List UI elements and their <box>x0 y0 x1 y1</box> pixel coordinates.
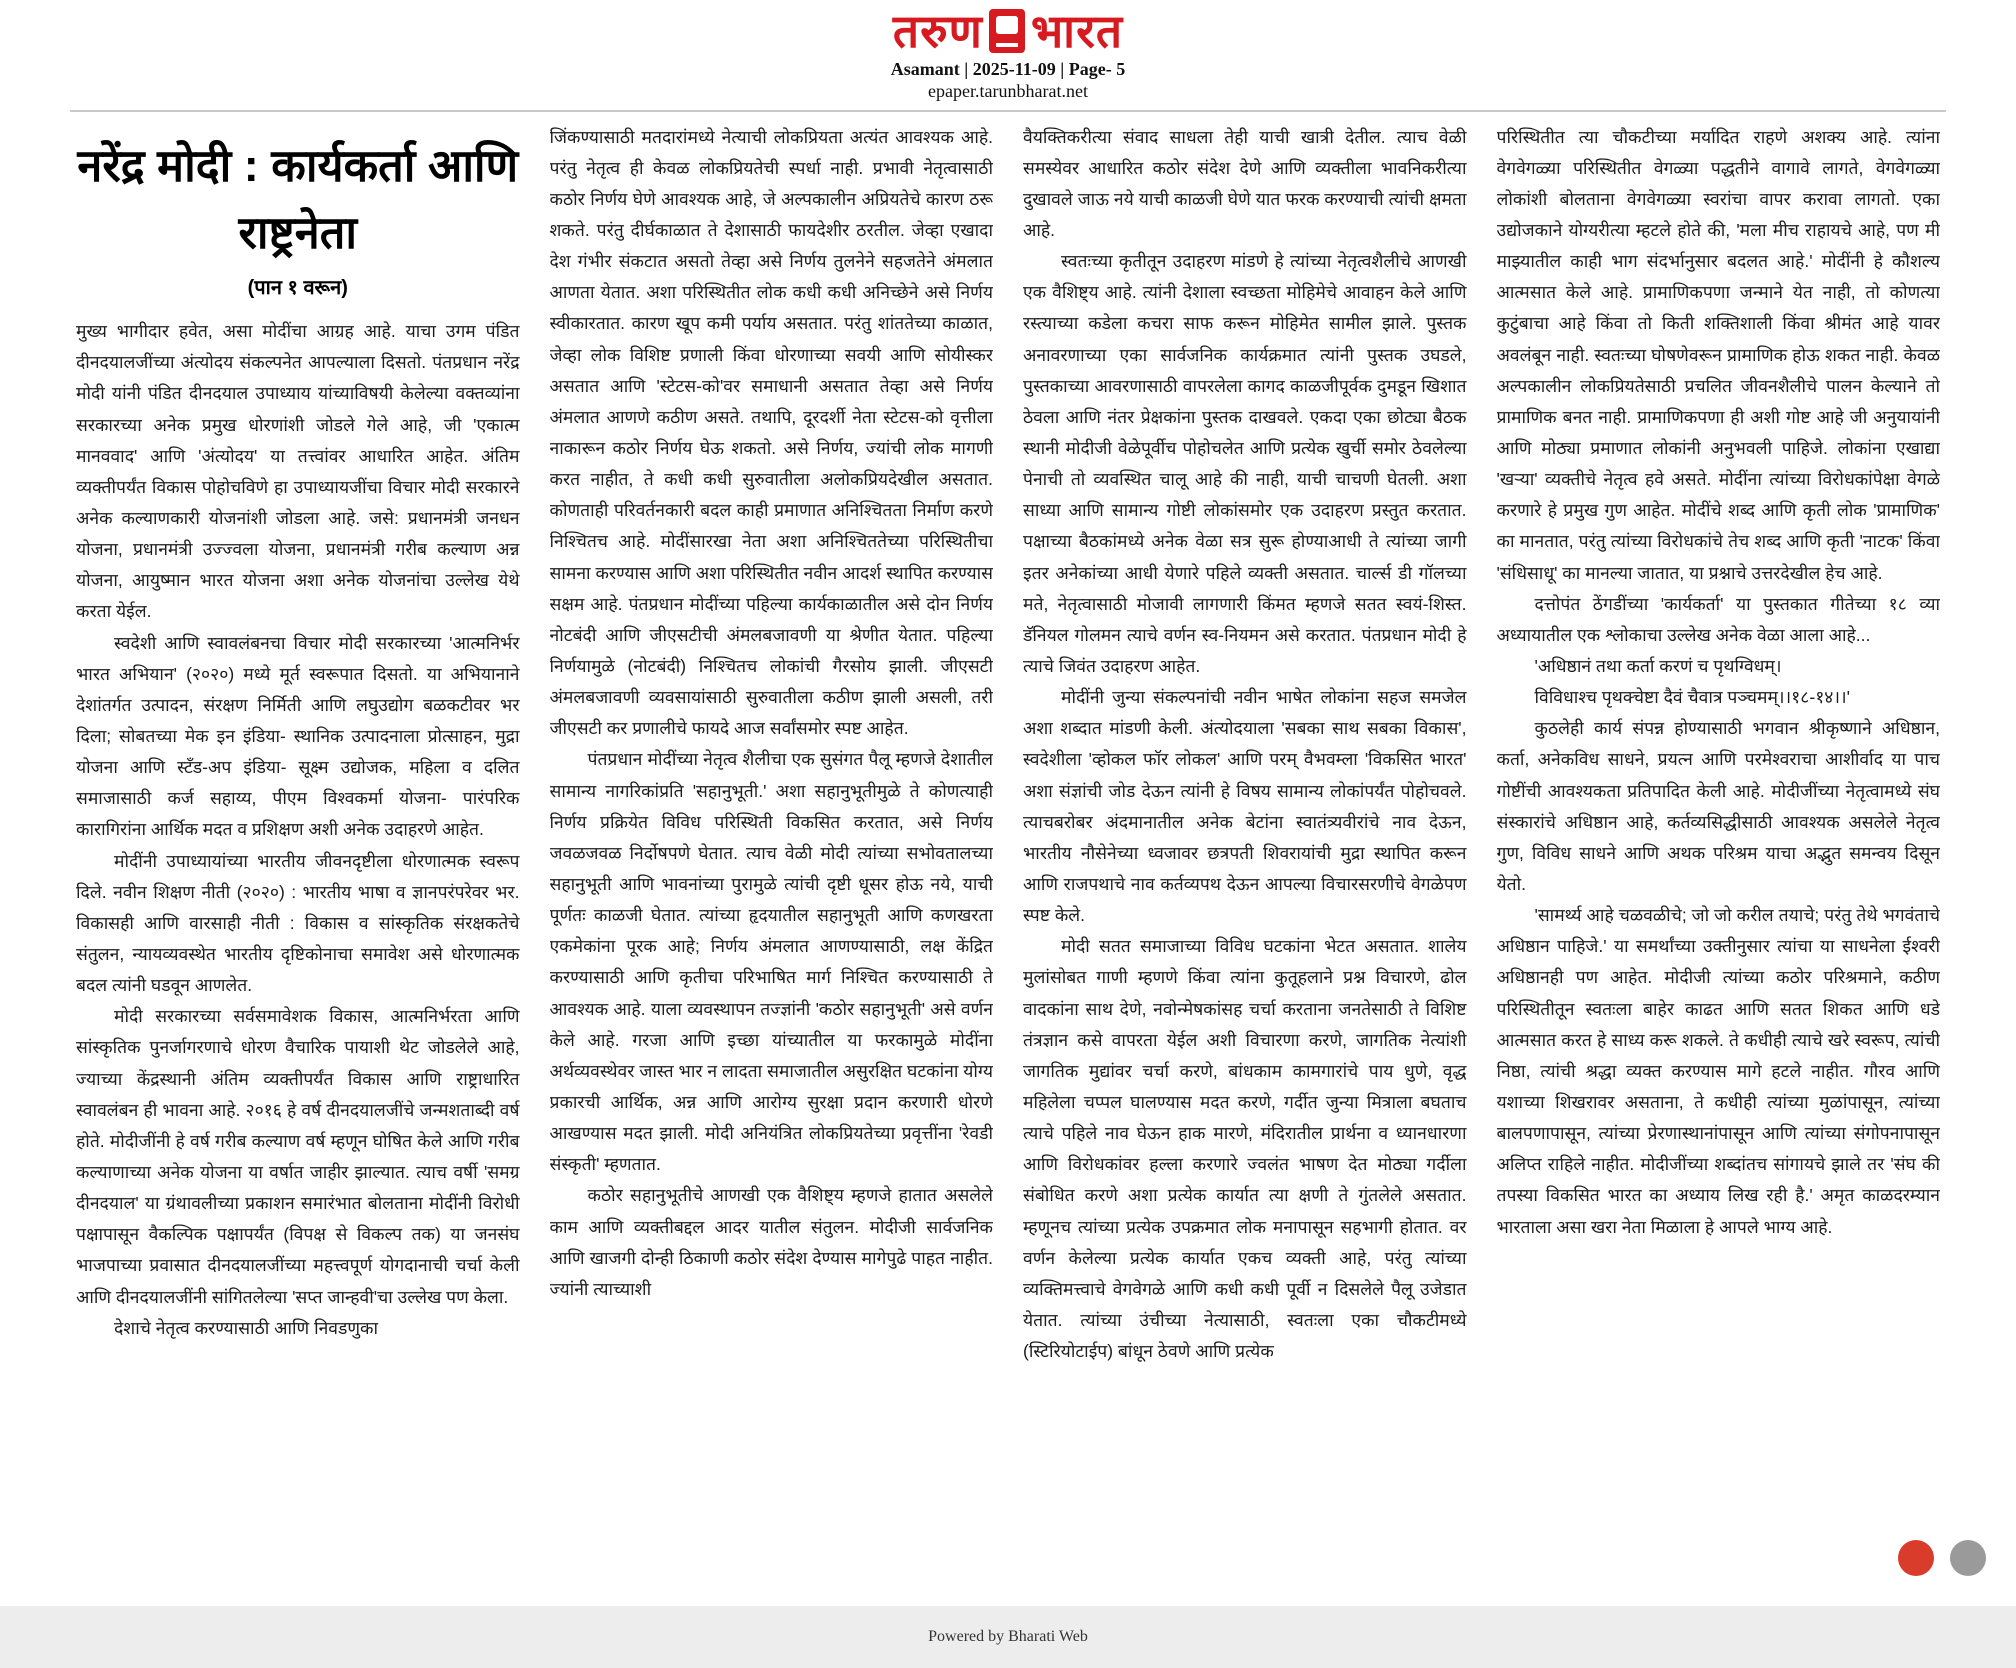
edition-date-page: Asamant | 2025-11-09 | Page- 5 <box>890 58 1126 79</box>
paragraph: मोदी सरकारच्या सर्वसमावेशक विकास, आत्मनिर्भरता आणि सांस्कृतिक पुनर्जागरणाचे धोरण वैचारिक पायाशी थेट जोडलेले आहे, ज्याच्या केंद्रस्थानी अंतिम व्यक्तीपर्यंत विकास आणि राष्ट्राधारित स्वावलंबन ही भावना आहे. २०१६ हे वर्ष दीनदयालजींचे जन्मशताब्दी वर्ष होते. मोदीजींनी हे वर्ष गरीब कल्याण वर्ष म्हणून घोषित केले आणि गरीब कल्याणाच्या अनेक योजना या वर्षात जाहीर झाल्यात. त्याच वर्षी 'समग्र दीनदयाल' या ग्रंथावलीच्या प्रकाशन समारंभात बोलताना मोदींनी विरोधी पक्षापासून वैकल्पिक पक्षापर्यंत (विपक्ष से विकल्प तक) या जनसंघ भाजपाच्या प्रवासात दीनदयालजींच्या महत्त्वपूर्ण योगदानाची चर्चा केली आणि दीनदयालजींनी सांगितलेल्या 'सप्त जान्हवी'चा उल्लेख पण केला. <box>76 1006 520 1307</box>
paragraph: कुठलेही कार्य संपन्न होण्यासाठी भगवान श्रीकृष्णाने अधिष्ठान, कर्ता, अनेकविध साधने, प्रयत्न आणि परमेश्वराचा आशीर्वाद या पाच गोष्टींची आवश्यकता प्रतिपादित केली आहे. मोदीजींच्या नेतृत्वामध्ये संघ संस्कारांचे अधिष्ठान आहे, कर्तव्यसिद्धीसाठी आवश्यक असलेले नेतृत्व गुण, विविध साधने आणि अथक परिश्रम याचा अद्भुत समन्वय दिसून येतो. <box>1496 718 1940 894</box>
article-headline: नरेंद्र मोदी : कार्यकर्ता आणि राष्ट्रनेता <box>77 139 519 259</box>
epaper-url: epaper.tarunbharat.net <box>928 80 1088 101</box>
paragraph: 'अधिष्ठानं तथा कर्ता करणं च पृथग्विधम्। <box>1534 655 1782 676</box>
paragraph: मोदींनी उपाध्यायांच्या भारतीय जीवनदृष्टीला धोरणात्मक स्वरूप दिले. नवीन शिक्षण नीती (२०२०) : भारतीय भाषा व ज्ञानपरंपरेवर भर. विकासही आणि वारसाही नीती : विकास व सांस्कृतिक संरक्षकतेचे संतुलन, न्यायव्यवस्थेत भारतीय दृष्टिकोनाचा समावेश असे धोरणात्मक बदल त्यांनी घडवून आणलेत. <box>76 850 520 996</box>
paragraph: कठोर सहानुभूतीचे आणखी एक वैशिष्ट्य म्हणजे हातात असलेले काम आणि व्यक्तीबद्दल आदर यातील संतुलन. मोदीजी सार्वजनिक आणि खाजगी दोन्ही ठिकाणी कठोर संदेश देण्यास मागेपुढे पाहत नाहीत. ज्यांनी त्याच्याशी <box>549 1185 993 1299</box>
footer-credit: Powered by Bharati Web <box>928 1628 1088 1645</box>
column-2 <box>550 122 994 1592</box>
paragraph: देशाचे नेतृत्व करण्यासाठी आणि निवडणुका <box>114 1317 379 1338</box>
continuation-note: (पान १ वरून) <box>247 276 348 299</box>
page-nav-dots <box>1898 1540 1986 1576</box>
newspaper-logo <box>0 6 2016 57</box>
column-2-text <box>550 122 994 1305</box>
column-4 <box>1497 122 1941 1592</box>
masthead <box>0 0 2016 102</box>
masthead-emblem-icon <box>989 9 1025 53</box>
paragraph: स्वदेशी आणि स्वावलंबनचा विचार मोदी सरकारच्या 'आत्मनिर्भर भारत अभियान' (२०२०) मध्ये मूर्त स्वरूपात दिसतो. या अभियानाने देशांतर्गत उत्पादन, संरक्षण निर्मिती आणि लघुउद्योग बळकटीवर भर दिला; सोबतच्या मेक इन इंडिया- स्थानिक उत्पादनाला प्रोत्साहन, मुद्रा योजना आणि स्टँड-अप इंडिया- सूक्ष्म उद्योजक, महिला व दलित समाजासाठी कर्ज सहाय्य, पीएम विश्वकर्मा योजना- पारंपरिक कारागिरांना आर्थिक मदत व प्रशिक्षण अशी अनेक उदाहरणे आहेत. <box>76 632 520 840</box>
column-4-text <box>1497 122 1941 1243</box>
page-dot-active[interactable] <box>1898 1540 1934 1576</box>
paragraph: विविधाश्च पृथक्चेष्टा दैवं चैवात्र पञ्चमम्।।१८-१४।।' <box>1534 687 1851 708</box>
paragraph: मोदी सतत समाजाच्या विविध घटकांना भेटत असतात. शालेय मुलांसोबत गाणी म्हणणे किंवा त्यांना कुतूहलाने प्रश्न विचारणे, ढोल वादकांना साथ देणे, नवोन्मेषकांसह चर्चा करताना जनतेसाठी ते विशिष्ट तंत्रज्ञान कसे वापरता येईल अशी विचारणा करणे, जागतिक नेत्यांशी जागतिक मुद्यांवर चर्चा करणे, बांधकाम कामगारांचे पाय धुणे, वृद्ध महिलेला चप्पल घालण्यास मदत करणे, गर्दीत जुन्या मित्राला बघताच त्याचे पहिले नाव घेऊन हाक मारणे, मंदिरातील प्रार्थना व ध्यानधारणा आणि विरोधकांवर हल्ला करणारे ज्वलंत भाषण देत मोठ्या गर्दीला संबोधित करणे अशा प्रत्येक कार्यात त्या क्षणी ते गुंतलेले असतात. म्हणूनच त्यांच्या प्रत्येक उपक्रमात लोक मनापासून सहभागी होतात. वर वर्णन केलेल्या प्रत्येक कार्यात एकच व्यक्ती आहे, परंतु त्यांच्या व्यक्तिमत्त्वाचे वेगवेगळे आणि कधी कधी पूर्वी न दिसलेले पैलू उजेडात येतात. त्यांच्या उंचीच्या नेत्यासाठी, स्वतःला एका चौकटीमध्ये (स्टिरियोटाईप) बांधून ठेवणे आणि प्रत्येक <box>1023 936 1467 1362</box>
paragraph: दत्तोपंत ठेंगडींच्या 'कार्यकर्ता' या पुस्तकात गीतेच्या १८ व्या अध्यायातील एक श्लोकाचा उल्लेख अनेक वेळा आला आहे... <box>1496 593 1940 645</box>
logo-word-right: भारत <box>1030 5 1124 57</box>
paragraph: 'सामर्थ्य आहे चळवळीचे; जो जो करील तयाचे; परंतु तेथे भगवंताचे अधिष्ठान पाहिजे.' या समर्थांच्या उक्तीनुसार त्यांचा या साधनेला ईश्वरी अधिष्ठानही पण आहेत. मोदीजी त्यांच्या कठोर परिश्रमाने, कठीण परिस्थितीतून स्वतःला बाहेर काढत आणि सतत शिकत आणि धडे आत्मसात करत हे साध्य करू शकले. ते कधीही त्याचे खरे स्वरूप, त्यांची निष्ठा, त्यांची श्रद्धा व्यक्त करण्यास मागे हटले नाहीत. गौरव आणि यशाच्या शिखरावर असताना, ते कधीही त्यांच्या मुळांपासून, त्यांच्या बालपणापासून, त्यांच्या प्रेरणास्थानांपासून आणि त्यांच्या संगोपनापासून अलिप्त राहिले नाहीत. मोदीजींच्या शब्दांतच सांगायचे झाले तर 'संघ की तपस्या विकसित भारत का अध्याय लिख रही है.' अमृत काळदरम्यान भारताला असा खरा नेता मिळाला हे आपले भाग्य आहे. <box>1496 905 1940 1237</box>
logo-word-left: तरुण <box>892 5 983 57</box>
column-1-text <box>76 316 520 1344</box>
column-3 <box>1023 122 1467 1592</box>
paragraph: मुख्य भागीदार हवेत, असा मोदींचा आग्रह आहे. याचा उगम पंडित दीनदयालजींच्या अंत्योदय संकल्पनेत आपल्याला दिसतो. पंतप्रधान नरेंद्र मोदी यांनी पंडित दीनदयाल उपाध्याय यांच्याविषयी केलेल्या वक्तव्यांना सरकारच्या अनेक प्रमुख धोरणांशी जोडले गेले आहे, जी 'एकात्म मानववाद' आणि 'अंत्योदय' या तत्त्वांवर आधारित आहेत. अंतिम व्यक्तीपर्यंत विकास पोहोचविणे हा उपाध्यायजींचा विचार मोदी सरकारने अनेक कल्याणकारी योजनांशी जोडला आहे. जसे: प्रधानमंत्री जनधन योजना, प्रधानमंत्री उज्ज्वला योजना, प्रधानमंत्री गरीब कल्याण अन्न योजना, आयुष्मान भारत योजना अशा अनेक योजनांचा उल्लेख येथे करता येईल. <box>76 321 520 622</box>
column-1 <box>76 122 520 1592</box>
paragraph: स्वतःच्या कृतीतून उदाहरण मांडणे हे त्यांच्या नेतृत्वशैलीचे आणखी एक वैशिष्ट्य आहे. त्यांनी देशाला स्वच्छता मोहिमेचे आवाहन केले आणि रस्त्याच्या कडेला कचरा साफ करून मोहिमेत सामील झाले. पुस्तक अनावरणाच्या एका सार्वजनिक कार्यक्रमात त्यांनी पुस्तक उघडले, पुस्तकाच्या आवरणासाठी वापरलेला कागद काळजीपूर्वक दुमडून खिशात ठेवला आणि नंतर प्रेक्षकांना पुस्तक दाखवले. एकदा एका छोट्या बैठक स्थानी मोदीजी वेळेपूर्वीच पोहोचलेत आणि प्रत्येक खुर्ची समोर ठेवलेल्या पेनाची तो व्यवस्थित चालू आहे की नाही, याची चाचणी घेतली. अशा साध्या आणि सामान्य गोष्टी लोकांसमोर एक उदाहरण प्रस्तुत करतात. पक्षाच्या बैठकांमध्ये अनेक वेळा सत्र सुरू होण्याआधी ते त्यांच्या जागी इतर अनेकांच्या आधी येणारे पहिले व्यक्ती असतात. चार्ल्स डी गॉलच्या मते, नेतृत्वासाठी मोजावी लागणारी किंमत म्हणजे सतत स्वयं-शिस्त. डॅनियल गोलमन त्याचे वर्णन स्व-नियमन असे करतात. पंतप्रधान मोदी हे त्याचे जिवंत उदाहरण आहेत. <box>1023 251 1467 676</box>
paragraph: परिस्थितीत त्या चौकटीच्या मर्यादित राहणे अशक्य आहे. त्यांना वेगवेगळ्या परिस्थितीत वेगळ्या पद्धतीने वागावे लागते, वेगवेगळ्या लोकांशी बोलताना वेगवेगळ्या स्वरांचा वापर करावा लागतो. एका उद्योजकाने योग्यरीत्या म्हटले होते की, 'मला मीच राहायचे आहे, पण मी माझ्यातील काही भाग संदर्भानुसार बदलत आहे.' मोदींनी हे कौशल्य आत्मसात केले आहे. प्रामाणिकपणा जन्माने येत नाही, तो कोणत्या कुटुंबाचा आहे किंवा तो किती शक्तिशाली किंवा श्रीमंत आहे यावर अवलंबून नाही. स्वतःच्या घोषणेवरून प्रामाणिक होऊ शकत नाही. केवळ अल्पकालीन लोकप्रियतेसाठी प्रचलित जीवनशैलीचे पालन केल्याने तो प्रामाणिक बनत नाही. प्रामाणिकपणा ही अशी गोष्ट आहे जी अनुयायांनी आणि मोठ्या प्रमाणात लोकांनी अनुभवली पाहिजे. लोकांना एखाद्या 'खऱ्या' व्यक्तीचे नेतृत्व हवे असते. मोदींना त्यांच्या विरोधकांपेक्षा वेगळे करणारे हे प्रमुख गुण आहेत. मोदींचे शब्द आणि कृती लोक 'प्रामाणिक' का मानतात, परंतु त्यांच्या विरोधकांचे तेच शब्द आणि कृती 'नाटक' किंवा 'संधिसाधू' का मानल्या जातात, या प्रश्नाचे उत्तरदेखील हेच आहे. <box>1496 126 1940 583</box>
footer <box>0 1606 2016 1668</box>
paragraph: वैयक्तिकरीत्या संवाद साधला तेही याची खात्री देतील. त्याच वेळी समस्येवर आधारित कठोर संदेश देणे आणि व्यक्तीला भावनिकरीत्या दुखावले जाऊ नये याची काळजी घेणे यात फरक करण्याची त्यांची क्षमता आहे. <box>1023 126 1467 241</box>
paragraph: जिंकण्यासाठी मतदारांमध्ये नेत्याची लोकप्रियता अत्यंत आवश्यक आहे. परंतु नेतृत्व ही केवळ लोकप्रियतेची स्पर्धा नाही. प्रभावी नेतृत्वासाठी कठोर निर्णय घेणे आवश्यक आहे, जे अल्पकालीन अप्रियतेचे कारण ठरू शकते. परंतु दीर्घकाळात ते देशासाठी फायदेशीर ठरतील. जेव्हा एखादा देश गंभीर संकटात असतो तेव्हा असे निर्णय तुलनेने सहजतेने अंमलात आणता येतात. अशा परिस्थितीत लोक कधी कधी अनिच्छेने असे निर्णय स्वीकारतात. कारण खूप कमी पर्याय असतात. परंतु शांततेच्या काळात, जेव्हा लोक विशिष्ट प्रणाली किंवा धोरणाच्या सवयी आणि सोयीस्कर असतात आणि 'स्टेटस-को'वर समाधानी असतात तेव्हा असे निर्णय अंमलात आणणे कठीण असते. तथापि, दूरदर्शी नेता स्टेटस-को वृत्तीला नाकारून कठोर निर्णय घेऊ शकतो. असे निर्णय, ज्यांची लोक मागणी करत नाहीत, ते कधी कधी सुरुवातीला अलोकप्रियदेखील असतात. कोणताही परिवर्तनकारी बदल काही प्रमाणात अनिश्चितता निर्माण करणे निश्चितच आहे. मोदींसारखा नेता अशा अनिश्चिततेच्या परिस्थितीचा सामना करण्यास आणि अशा परिस्थितीत नवीन आदर्श स्थापित करण्यास सक्षम आहे. पंतप्रधान मोदींच्या पहिल्या कार्यकाळातील असे दोन निर्णय नोटबंदी आणि जीएसटीची अंमलबजावणी या श्रेणीत येतात. पहिल्या निर्णयामुळे (नोटबंदी) निश्चितच लोकांची गैरसोय झाली. जीएसटी अंमलबजावणी व्यवसायांसाठी सुरुवातीला कठीण झाली असली, तरी जीएसटी कर प्रणालीचे फायदे आज सर्वांसमोर स्पष्ट आहेत. <box>549 126 993 739</box>
paragraph: पंतप्रधान मोदींच्या नेतृत्व शैलीचा एक सुसंगत पैलू म्हणजे देशातील सामान्य नागरिकांप्रति 'सहानुभूती.' अशा सहानुभूतीमुळे ते कोणत्याही निर्णय प्रक्रियेत विविध परिस्थिती विकसित करतात, असे निर्णय जवळजवळ निर्दोषपणे घेतात. त्याच वेळी मोदी त्यांच्या सभोवतालच्या सहानुभूती आणि भावनांच्या पुरामुळे त्यांची दृष्टी धूसर होऊ नये, याची पूर्णतः काळजी घेतात. त्यांच्या हृदयातील सहानुभूती आणि कणखरता एकमेकांना पूरक आहे; निर्णय अंमलात आणण्यासाठी, लक्ष केंद्रित करण्यासाठी आणि कृतीचा परिभाषित मार्ग निश्चित करण्यासाठी ते आवश्यक आहे. याला व्यवस्थापन तज्ज्ञांनी 'कठोर सहानुभूती' असे वर्णन केले आहे. गरजा आणि इच्छा यांच्यातील या फरकामुळे मोदींना अर्थव्यवस्थेवर जास्त भार न लादता समाजातील असुरक्षित घटकांना योग्य प्रकारची आर्थिक, अन्न आणि आरोग्य सुरक्षा प्रदान करणारी धोरणे आखण्यास मदत झाली. मोदी अनियंत्रित लोकप्रियतेच्या प्रवृत्तींना 'रेवडी संस्कृती' म्हणतात. <box>549 749 993 1175</box>
article-body <box>76 122 1940 1592</box>
header-divider <box>70 110 1946 112</box>
column-3-text <box>1023 122 1467 1368</box>
page-dot-inactive[interactable] <box>1950 1540 1986 1576</box>
paragraph: मोदींनी जुन्या संकल्पनांची नवीन भाषेत लोकांना सहज समजेल अशा शब्दात मांडणी केली. अंत्योदयाला 'सबका साथ सबका विकास', स्वदेशीला 'व्होकल फॉर लोकल' आणि परम् वैभवम्ला 'विकसित भारत' अशा संज्ञांची जोड देऊन त्यांनी हे विषय सामान्य लोकांपर्यंत पोहोचवले. त्याचबरोबर अंदमानातील अनेक बेटांना स्वातंत्र्यवीरांचे नाव देऊन, भारतीय नौसेनेच्या ध्वजावर छत्रपती शिवरायांची मुद्रा स्थापित करून आणि राजपथाचे नाव कर्तव्यपथ देऊन आपल्या विचारसरणीचे वेगळेपण स्पष्ट केले. <box>1023 687 1467 926</box>
